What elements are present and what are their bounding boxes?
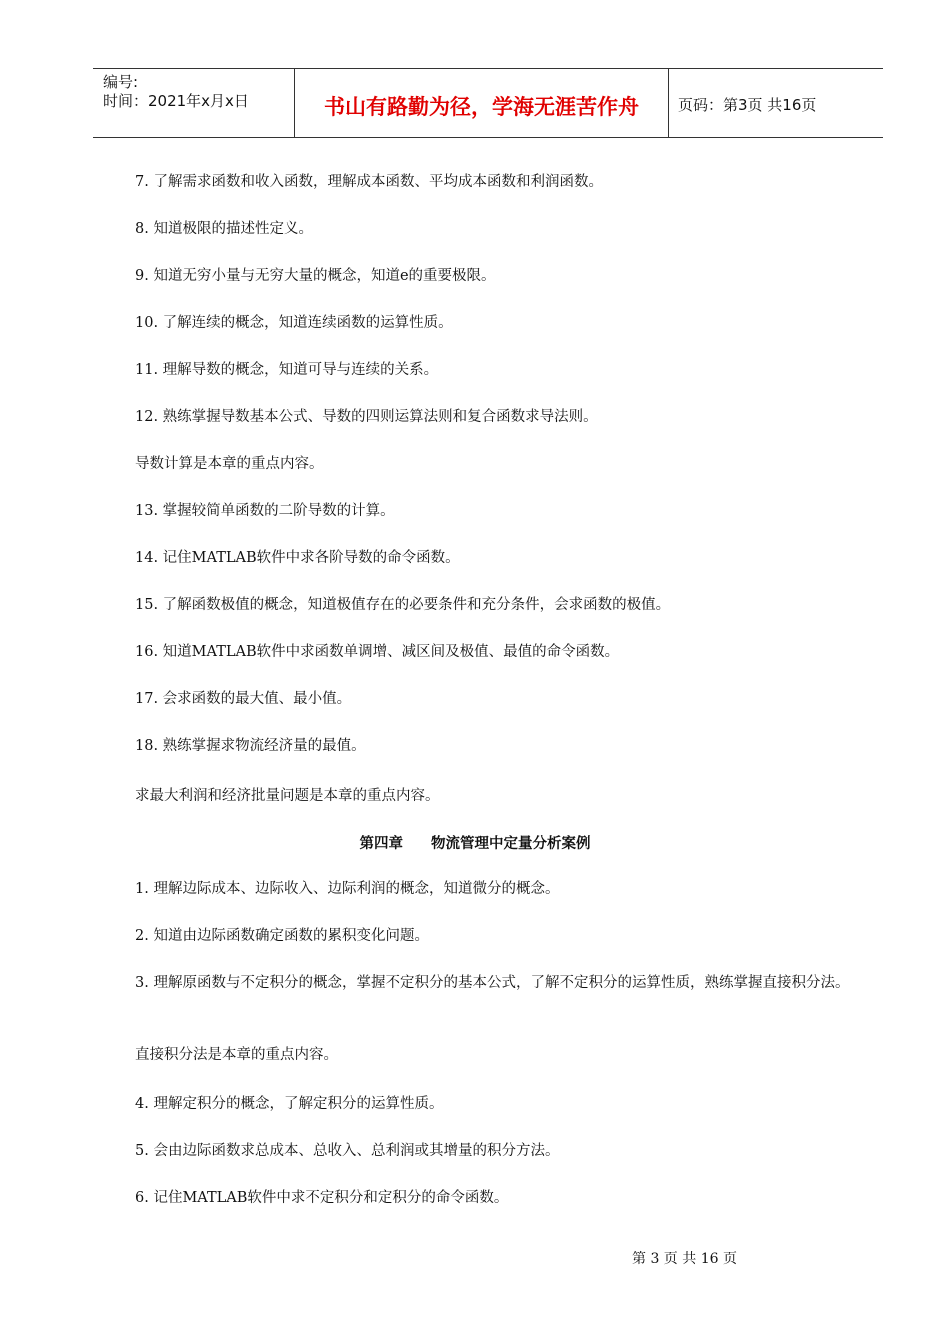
list-item: 15. 了解函数极值的概念，知道极值存在的必要条件和充分条件，会求函数的极值。 — [135, 597, 671, 613]
chapter-number: 第四章 — [359, 836, 403, 852]
list-item: 13. 掌握较简单函数的二阶导数的计算。 — [135, 503, 395, 519]
chapter-title: 物流管理中定量分析案例 — [431, 836, 591, 852]
list-item: 12. 熟练掌握导数基本公式、导数的四则运算法则和复合函数求导法则。 — [135, 409, 598, 425]
page-footer: 第 3 页 共 16 页 — [632, 1251, 737, 1267]
list-item: 2. 知道由边际函数确定函数的累积变化问题。 — [135, 928, 429, 944]
list-item: 4. 理解定积分的概念，了解定积分的运算性质。 — [135, 1096, 444, 1112]
list-item: 1. 理解边际成本、边际收入、边际利润的概念，知道微分的概念。 — [135, 881, 560, 897]
emphasis-note: 求最大利润和经济批量问题是本章的重点内容。 — [135, 788, 440, 804]
list-item: 3. 理解原函数与不定积分的概念，掌握不定积分的基本公式，了解不定积分的运算性质，熟练掌握直接积分法。 — [135, 975, 850, 991]
list-item: 5. 会由边际函数求总成本、总收入、总利润或其增量的积分方法。 — [135, 1143, 560, 1159]
list-item: 18. 熟练掌握求物流经济量的最值。 — [135, 738, 366, 754]
list-item: 17. 会求函数的最大值、最小值。 — [135, 691, 352, 707]
list-item: 16. 知道MATLAB软件中求函数单调增、减区间及极值、最值的命令函数。 — [135, 644, 620, 660]
serial-label: 编号: — [103, 73, 139, 91]
header-motto-cell — [294, 69, 669, 137]
list-item: 8. 知道极限的描述性定义。 — [135, 221, 313, 237]
emphasis-note: 直接积分法是本章的重点内容。 — [135, 1047, 338, 1063]
list-item: 9. 知道无穷小量与无穷大量的概念，知道e的重要极限。 — [135, 268, 496, 284]
list-item: 11. 理解导数的概念，知道可导与连续的关系。 — [135, 362, 439, 378]
emphasis-note: 导数计算是本章的重点内容。 — [135, 456, 324, 472]
document-header — [93, 68, 883, 138]
time-label: 时间：2021年x月x日 — [103, 92, 249, 110]
header-meta-cell — [93, 69, 294, 137]
list-item: 14. 记住MATLAB软件中求各阶导数的命令函数。 — [135, 550, 460, 566]
list-item: 6. 记住MATLAB软件中求不定积分和定积分的命令函数。 — [135, 1190, 509, 1206]
motto-text: 书山有路勤为径，学海无涯苦作舟 — [324, 95, 639, 119]
header-page-cell — [668, 69, 883, 137]
chapter-heading — [0, 832, 950, 853]
list-item: 7. 了解需求函数和收入函数，理解成本函数、平均成本函数和利润函数。 — [135, 174, 603, 190]
list-item: 10. 了解连续的概念，知道连续函数的运算性质。 — [135, 315, 453, 331]
header-page-info: 页码：第3页 共16页 — [678, 96, 817, 114]
